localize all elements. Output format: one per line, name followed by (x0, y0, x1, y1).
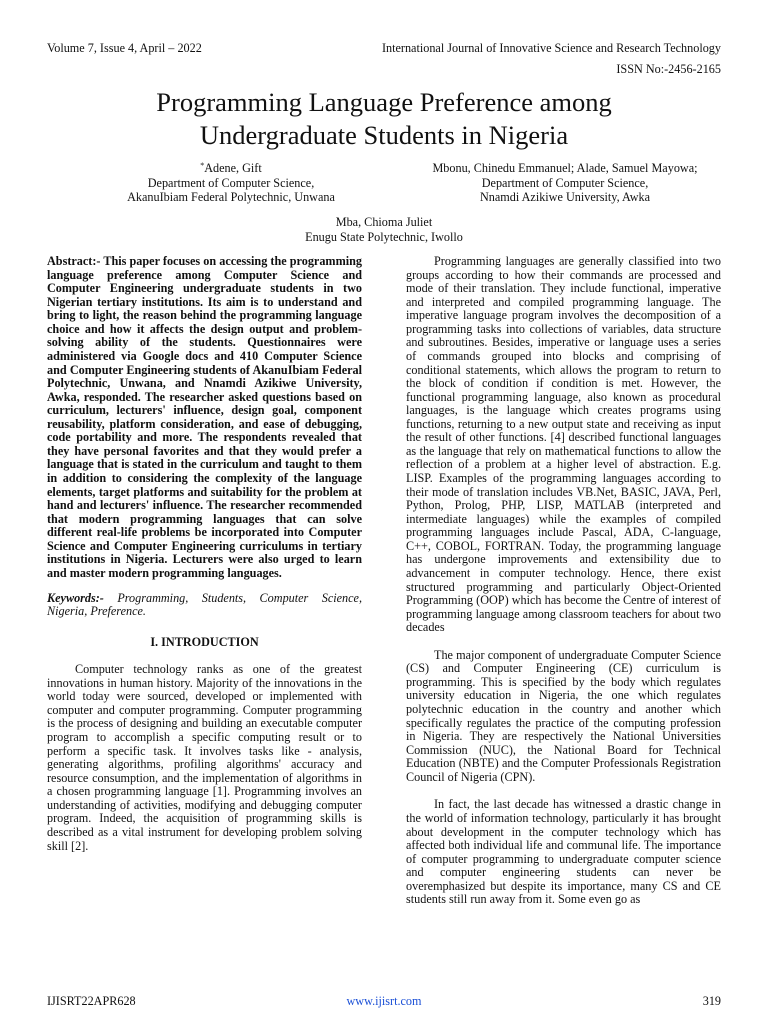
right-column (406, 255, 721, 907)
author-block-2 (420, 161, 710, 205)
title-line-2: Undergraduate Students in Nigeria (199, 120, 569, 150)
author-3-name: Mba, Chioma Juliet (335, 215, 433, 229)
abstract: Abstract:- This paper focuses on accessing the programming language preference among Computer Science and Computer Engineering undergraduate students in two Nigerian tertiary institutions. Its aim is to understand and bring to light, the reason behind the programming language choice and how it affects the design output and problem-solving ability of the students. Questionnaires were administered via Google docs and 410 Computer Science and Computer Engineering students of AkanuIbiam Federal Polytechnic, Unwana, and Nnamdi Azikiwe University, Awka, responded. The researcher asked questions based on curriculum, lecturers' influence, design goal, component reusability, platform consideration, and ease of debugging, code portability and more. The respondents revealed that they have personal favorites and that they would prefer a language that is stated in the curriculum and taught to them in addition to considering the complexity of the language elements, target platforms and suitability for the problem at hand and lecturers' influence. The researcher recommended that modern programming languages that can solve different real-life problems be incorporated into Computer Science and Computer Engineering curriculums in tertiary institutions in Nigeria. Lecturers were also urged to learn and master modern programming languages. (47, 254, 362, 580)
author-2-institution: Nnamdi Azikiwe University, Awka (479, 190, 651, 205)
journal-volume-issue: Volume 7, Issue 4, April – 2022 (47, 41, 202, 55)
paper-id: IJISRT22APR628 (47, 994, 136, 1008)
author-1-department: Department of Computer Science, (147, 175, 315, 190)
keywords-label: Keywords:- (47, 590, 104, 605)
author-2-names: Mbonu, Chinedu Emmanuel; Alade, Samuel Mayowa; (432, 161, 698, 175)
author-1-name: Adene, Gift (204, 161, 262, 175)
author-block-1 (96, 161, 366, 205)
title-line-1: Programming Language Preference among (156, 87, 612, 117)
body-paragraph-1: Programming languages are generally classified into two groups according to how their commands are processed and mode of their translation. They include functional, imperative and interpreted and compiled programming language. The imperative language program involves the decomposition of a programming tasks into collections of variables, data structure and subroutines. Besides, imperative or language uses a series of commands grouped into blocks and comprising of conditional statements, which allows the program to return to the block of condition if condition is met. However, the functional programming language, also known as procedural languages, is the language which creates programs using functions, returning to a new output state and receiving as input the result of other functions. [4] described functional languages as the language that rely on mathematical functions to allow the reflection of a problem at a higher level of abstraction. E.g. LISP. Examples of the programming languages according to their mode of translation includes VB.Net, BASIC, JAVA, Perl, Python, Prolog, PHP, LISP, MATLAB (interpreted and intermediate languages) while the examples of compiled programming languages include Pascal, ADA, C-language, C++, COBOL, FORTRAN. Today, the programming language has undergone improvements and extensibility due to advancement in computer technology. Hence, there exist structured programming and particularly Object-Oriented Programming (OOP) which has become the Centre of interest of programming language among classroom teachers for about two decades (406, 254, 721, 635)
author-block-3 (0, 215, 768, 244)
body-paragraph-2: The major component of undergraduate Computer Science (CS) and Computer Engineering (CE) curriculum is programming. This is specified by the body which regulates university education in Nigeria, the one which regulates polytechnic education in the country and another which specifically regulates the practice of the computing profession in Nigeria. They are respectively the National Universities Commission (NUC), the National Board for Technical Education (NBTE) and the Computer Professionals Registration Council of Nigeria (CPN). (406, 647, 721, 784)
paper-title (0, 86, 768, 152)
keywords-list: Programming, Students, Computer Science, Nigeria, Preference. (47, 590, 362, 619)
section-heading-introduction: I. INTRODUCTION (150, 634, 259, 649)
author-2-department: Department of Computer Science, (481, 175, 649, 190)
journal-website-link[interactable]: www.ijisrt.com (346, 994, 422, 1008)
keywords (47, 592, 362, 619)
author-1-institution: AkanuIbiam Federal Polytechnic, Unwana (127, 190, 335, 205)
body-paragraph-3: In fact, the last decade has witnessed a drastic change in the world of information technology, particularly it has brought about development in the computer technology which has affected both individual life and communal life. The importance of computer programming to undergraduate computer science and computer engineering students can never be overemphasized but despite its importance, many CS and CE students still run away from it. Some even go as (406, 797, 721, 907)
left-column (47, 255, 362, 853)
journal-name: International Journal of Innovative Science and Research Technology (381, 41, 721, 55)
corresponding-author-mark: * (200, 161, 205, 170)
issn-number: ISSN No:-2456-2165 (616, 62, 721, 76)
intro-paragraph-1: Computer technology ranks as one of the greatest innovations in human history. Majority of the innovations in the world today were sourced, developed or implemented with computer and computer programming. Computer programming is the process of designing and building an executable computer program to accomplish a specific computing result or to perform a specific task. It involves tasks like - analysis, generating algorithms, profiling algorithms' accuracy and resource consumption, and the implementation of algorithms in a chosen programming language [1]. Programming involves an understanding of activities, modifying and debugging computer program. Indeed, the acquisition of programming skills is described as a vital instrument for developing problem solving skill [2]. (47, 662, 362, 853)
author-3-institution: Enugu State Polytechnic, Iwollo (305, 229, 463, 244)
page-number: 319 (702, 994, 721, 1008)
